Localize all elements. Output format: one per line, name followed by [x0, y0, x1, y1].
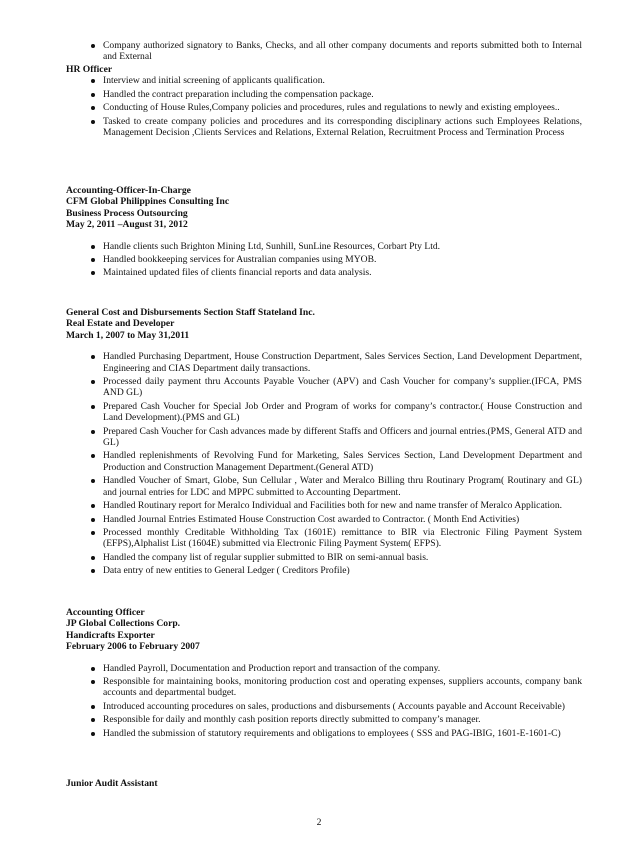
job-title: Junior Audit Assistant — [66, 778, 158, 789]
list-item: Data entry of new entities to General Ledger ( Creditors Profile) — [66, 565, 582, 576]
stateland-section — [66, 307, 582, 579]
list-item: Company authorized signatory to Banks, Checks, and all other company documents and reports submitted both to Internal and External — [66, 40, 582, 63]
list-item: Interview and initial screening of applicants qualification. — [66, 75, 582, 86]
job-title: Accounting-Officer-In-Charge — [66, 185, 191, 196]
job-title: HR Officer — [66, 64, 113, 75]
hr-duties-list — [66, 75, 582, 138]
employment-dates: March 1, 2007 to May 31,2011 — [66, 329, 190, 341]
list-item: Handled Journal Entries Estimated House Construction Cost awarded to Contractor. ( Month End Activities) — [66, 514, 582, 525]
industry: Business Process Outsourcing — [66, 207, 188, 219]
list-item: Responsible for daily and monthly cash position reports directly submitted to company’s manager. — [66, 714, 582, 725]
list-item: Processed daily payment thru Accounts Payable Voucher (APV) and Cash Voucher for company’s supplier.(IFCA, PMS AND GL) — [66, 376, 582, 399]
list-item: Responsible for maintaining books, monitoring production cost and operating expenses, suppliers accounts, company bank accounts and departmental budget. — [66, 676, 582, 699]
employment-dates: February 2006 to February 2007 — [66, 641, 200, 653]
list-item: Maintained updated files of clients financial reports and data analysis. — [66, 267, 582, 278]
cfm-section — [66, 185, 582, 281]
list-item: Handled the contract preparation including the compensation package. — [66, 89, 582, 100]
list-item: Introduced accounting procedures on sales, productions and disbursements ( Accounts payable and Account Receivable) — [66, 701, 582, 712]
list-item: Handled replenishments of Revolving Fund for Marketing, Sales Services Section, Land Development Department and Production and Construction Management Department.(General ATD) — [66, 450, 582, 473]
list-item: Handled the submission of statutory requirements and obligations to employees ( SSS and PAG-IBIG, 1601-E-1601-C) — [66, 728, 582, 739]
job-title: Accounting Officer — [66, 607, 145, 618]
jp-global-section — [66, 607, 582, 741]
job-title: General Cost and Disbursements Section Staff Stateland Inc. — [66, 307, 315, 318]
list-item: Handled Routinary report for Meralco Individual and Facilities both for new and name transfer of Meralco Application. — [66, 500, 582, 511]
stateland-duties-list — [66, 351, 582, 576]
list-item: Tasked to create company policies and procedures and its corresponding disciplinary actions such Employees Relations, Management Decision ,Clients Services and Relations, External Relation, Recruitment Process and Termination Process — [66, 116, 582, 139]
top-list — [66, 40, 582, 63]
list-item: Conducting of House Rules,Company policies and procedures, rules and regulations to newly and existing employees.. — [66, 102, 582, 113]
list-item: Handled Voucher of Smart, Globe, Sun Cellular , Water and Meralco Billing thru Routinary Program( Routinary and GL) and journal entries for LDC and MPPC submitted to Accounting Department. — [66, 475, 582, 498]
list-item: Handle clients such Brighton Mining Ltd, Sunhill, SunLine Resources, Corbart Pty Ltd. — [66, 241, 582, 252]
list-item: Prepared Cash Voucher for Cash advances made by different Staffs and Officers and journal entries.(PMS, General ATD and GL) — [66, 426, 582, 449]
list-item: Processed monthly Creditable Withholding Tax (1601E) remittance to BIR via Electronic Filing Payment System (EFPS),Alphalist List (1604E) submitted via Electronic Filing Payment System( EFPS). — [66, 527, 582, 550]
page-number: 2 — [316, 817, 322, 828]
employment-dates: May 2, 2011 –August 31, 2012 — [66, 219, 188, 231]
cfm-duties-list — [66, 241, 582, 279]
company-name: JP Global Collections Corp. — [66, 618, 181, 630]
hr-officer-section — [66, 64, 582, 140]
list-item: Prepared Cash Voucher for Special Job Order and Program of works for company’s contractor.( House Construction and Land Development).(PMS and GL) — [66, 401, 582, 424]
top-continued-section — [66, 40, 582, 65]
jp-global-duties-list — [66, 663, 582, 739]
junior-audit-section — [66, 778, 582, 789]
industry: Real Estate and Developer — [66, 318, 175, 330]
industry: Handicrafts Exporter — [66, 629, 155, 641]
list-item: Handled bookkeeping services for Australian companies using MYOB. — [66, 254, 582, 265]
list-item: Handled Purchasing Department, House Construction Department, Sales Services Section, Land Development Department, Engineering and CIAS Department daily transactions. — [66, 351, 582, 374]
company-name: CFM Global Philippines Consulting Inc — [66, 196, 230, 208]
list-item: Handled Payroll, Documentation and Production report and transaction of the company. — [66, 663, 582, 674]
list-item: Handled the company list of regular supplier submitted to BIR on semi-annual basis. — [66, 552, 582, 563]
